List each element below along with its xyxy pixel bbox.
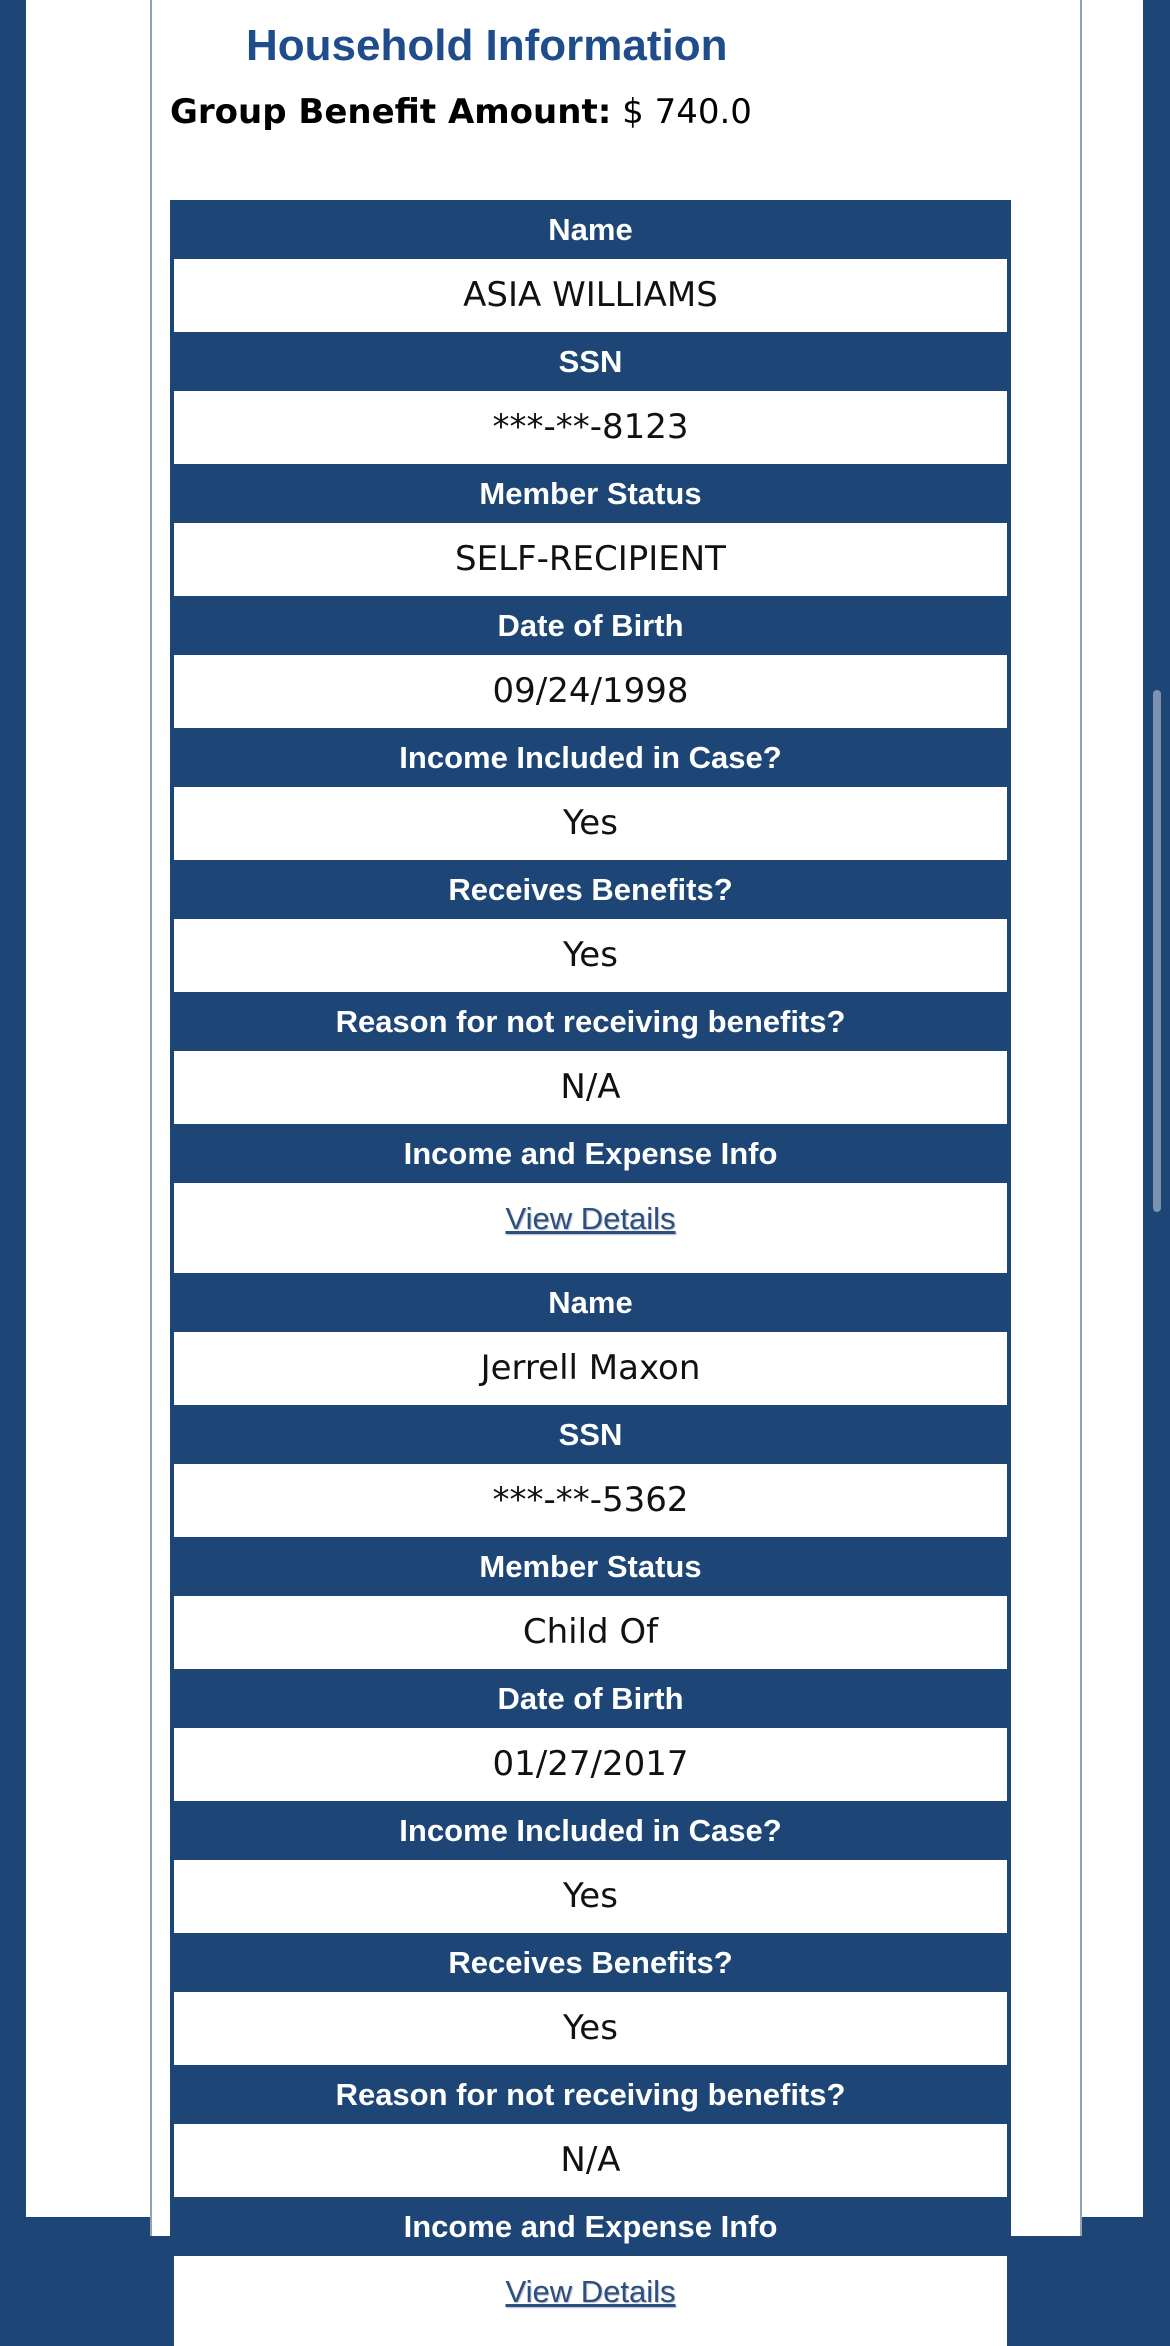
field-header-member-status: Member Status bbox=[174, 1537, 1007, 1596]
field-header-receives-benefits: Receives Benefits? bbox=[174, 1933, 1007, 1992]
field-header-name: Name bbox=[174, 1273, 1007, 1332]
field-value-income-expense-info bbox=[174, 1183, 1007, 1273]
scrollbar-thumb[interactable] bbox=[1153, 690, 1161, 1212]
field-header-reason-not-receiving: Reason for not receiving benefits? bbox=[174, 2065, 1007, 2124]
field-value-ssn: ***-**-8123 bbox=[174, 391, 1007, 464]
field-header-name: Name bbox=[174, 200, 1007, 259]
field-header-reason-not-receiving: Reason for not receiving benefits? bbox=[174, 992, 1007, 1051]
field-header-income-included: Income Included in Case? bbox=[174, 728, 1007, 787]
field-header-income-expense-info: Income and Expense Info bbox=[174, 2197, 1007, 2256]
field-value-income-included: Yes bbox=[174, 787, 1007, 860]
field-value-member-status: SELF-RECIPIENT bbox=[174, 523, 1007, 596]
member-record bbox=[174, 1273, 1007, 2346]
field-value-member-status: Child Of bbox=[174, 1596, 1007, 1669]
field-header-income-included: Income Included in Case? bbox=[174, 1801, 1007, 1860]
field-value-name: ASIA WILLIAMS bbox=[174, 259, 1007, 332]
view-details-link[interactable]: View Details bbox=[505, 2274, 676, 2309]
field-value-reason-not-receiving: N/A bbox=[174, 1051, 1007, 1124]
field-header-ssn: SSN bbox=[174, 1405, 1007, 1464]
field-header-income-expense-info: Income and Expense Info bbox=[174, 1124, 1007, 1183]
field-value-income-included: Yes bbox=[174, 1860, 1007, 1933]
field-value-receives-benefits: Yes bbox=[174, 919, 1007, 992]
group-benefit bbox=[170, 88, 752, 136]
view-details-link[interactable]: View Details bbox=[505, 1201, 676, 1236]
field-value-income-expense-info bbox=[174, 2256, 1007, 2346]
field-header-ssn: SSN bbox=[174, 332, 1007, 391]
field-value-date-of-birth: 01/27/2017 bbox=[174, 1728, 1007, 1801]
field-header-receives-benefits: Receives Benefits? bbox=[174, 860, 1007, 919]
field-header-member-status: Member Status bbox=[174, 464, 1007, 523]
group-benefit-label: Group Benefit Amount: bbox=[170, 92, 612, 132]
field-value-name: Jerrell Maxon bbox=[174, 1332, 1007, 1405]
field-header-date-of-birth: Date of Birth bbox=[174, 596, 1007, 655]
group-benefit-value: $ 740.0 bbox=[622, 92, 752, 132]
field-value-date-of-birth: 09/24/1998 bbox=[174, 655, 1007, 728]
page-title: Household Information bbox=[246, 21, 728, 70]
field-value-ssn: ***-**-5362 bbox=[174, 1464, 1007, 1537]
household-members-table bbox=[170, 200, 1011, 2309]
field-value-receives-benefits: Yes bbox=[174, 1992, 1007, 2065]
member-record bbox=[174, 200, 1007, 1273]
field-value-reason-not-receiving: N/A bbox=[174, 2124, 1007, 2197]
field-header-date-of-birth: Date of Birth bbox=[174, 1669, 1007, 1728]
